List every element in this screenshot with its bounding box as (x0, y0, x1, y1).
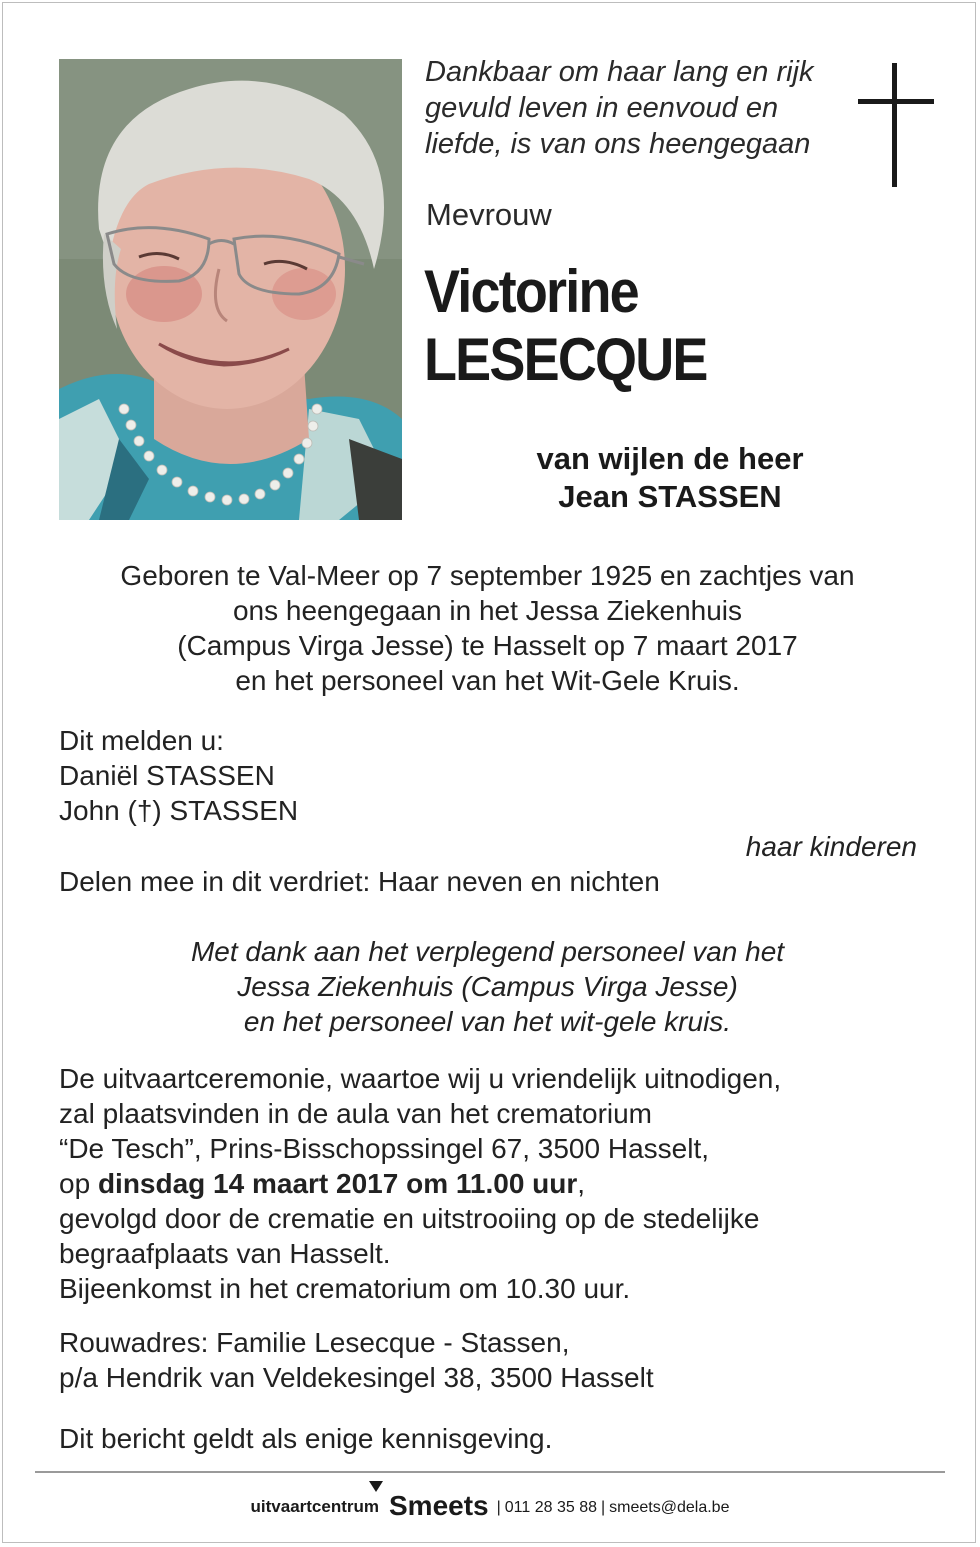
thanks-line: Jessa Ziekenhuis (Campus Virga Jesse) (237, 971, 738, 1002)
ceremony-date-suffix: , (577, 1168, 586, 1199)
footer-brand: Smeets (389, 1490, 489, 1521)
share-line: Delen mee in dit verdriet: Haar neven en nichten (59, 866, 660, 897)
spouse-line: van wijlen de heer (536, 441, 804, 476)
footer-label: uitvaartcentrum (250, 1497, 379, 1516)
footer-separator: | (496, 1499, 501, 1516)
deceased-name (424, 258, 707, 394)
intro-line: gevuld leven in eenvoud en (425, 92, 779, 124)
ceremony-line: zal plaatsvinden in de aula van het crematorium (59, 1098, 653, 1129)
thanks-line: en het personeel van het wit-gele kruis. (243, 1006, 732, 1037)
intro-text (425, 54, 855, 162)
last-name: LESECQUE (424, 326, 707, 393)
ceremony-line: “De Tesch”, Prins-Bisschopssingel 67, 3500 Hasselt, (59, 1133, 710, 1164)
ceremony-date-prefix: op (59, 1168, 98, 1199)
intro-line: Dankbaar om haar lang en rijk (425, 56, 814, 88)
child-name: John (†) STASSEN (59, 795, 299, 826)
footer-divider (35, 1471, 945, 1473)
thanks-line: Met dank aan het verplegend personeel van het (190, 936, 785, 967)
first-name: Victorine (424, 258, 638, 325)
address-paragraph (59, 1325, 654, 1395)
cross-icon (858, 63, 934, 187)
ceremony-line: begraafplaats van Hasselt. (59, 1238, 391, 1269)
ceremony-line: De uitvaartceremonie, waartoe wij u vriendelijk uitnodigen, (59, 1063, 782, 1094)
children-label: haar kinderen (745, 831, 917, 862)
birth-paragraph (40, 558, 935, 698)
ceremony-date: dinsdag 14 maart 2017 om 11.00 uur (97, 1168, 578, 1199)
ceremony-line: Bijeenkomst in het crematorium om 10.30 uur. (59, 1273, 631, 1304)
closing-line: Dit bericht geldt als enige kennisgeving. (59, 1423, 553, 1454)
spouse-line: Jean STASSEN (558, 479, 782, 514)
footer-email[interactable]: smeets@dela.be (609, 1499, 730, 1516)
address-line: p/a Hendrik van Veldekesingel 38, 3500 Hasselt (59, 1362, 654, 1393)
ceremony-line: gevolgd door de crematie en uitstrooiing op de stedelijke (59, 1203, 760, 1234)
announce-heading: Dit melden u: (59, 725, 224, 756)
child-name: Daniël STASSEN (59, 760, 275, 791)
address-line: Rouwadres: Familie Lesecque - Stassen, (59, 1327, 570, 1358)
birth-line: en het personeel van het Wit-Gele Kruis. (235, 665, 740, 696)
thanks-paragraph (40, 934, 935, 1039)
footer-phone: 011 28 35 88 (504, 1499, 598, 1516)
intro-line: liefde, is van ons heengegaan (425, 128, 811, 160)
salutation: Mevrouw (426, 197, 552, 232)
footer-separator: | (601, 1499, 606, 1516)
spouse-info (460, 440, 880, 516)
ceremony-paragraph (59, 1061, 781, 1306)
portrait-photo (59, 59, 402, 520)
announce-block (59, 723, 298, 828)
ceremony-date-line (59, 1166, 781, 1201)
footer (0, 1490, 980, 1524)
birth-line: Geboren te Val-Meer op 7 september 1925 en zachtjes van (120, 560, 855, 591)
birth-line: ons heengegaan in het Jessa Ziekenhuis (232, 595, 743, 626)
birth-line: (Campus Virga Jesse) te Hasselt op 7 maart 2017 (177, 630, 798, 661)
